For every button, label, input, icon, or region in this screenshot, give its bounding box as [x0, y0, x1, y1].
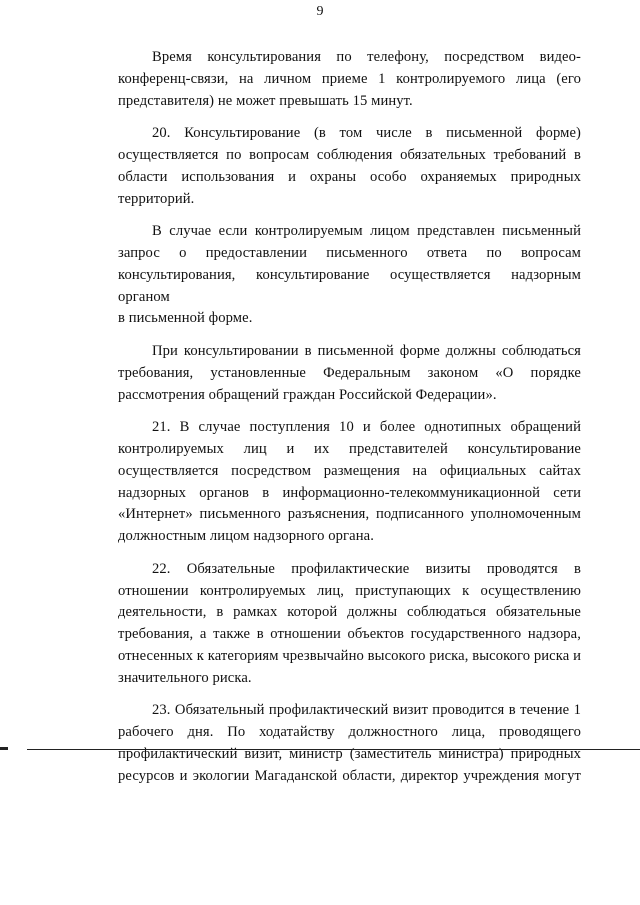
text-line: профилактический визит, министр (заместитель министра) природных	[118, 746, 581, 763]
text-line: требования, а также в отношении объектов государственного надзора,	[118, 626, 581, 643]
text-line: запрос о предоставлении письменного ответа по вопросам	[118, 244, 581, 261]
text-line: ресурсов и экологии Магаданской области, директор учреждения могут	[118, 767, 581, 784]
text-line: 21. В случае поступления 10 и более однотипных обращений	[152, 419, 581, 436]
paragraph-p1	[118, 47, 581, 113]
paragraph-p20c	[118, 341, 581, 407]
text-line: осуществляется по вопросам соблюдения обязательных требований в	[118, 146, 581, 163]
text-line: конференц-связи, на личном приеме 1 контролируемого лица (его	[118, 70, 581, 87]
text-line: «Интернет» письменного разъяснения, подписанного уполномоченным	[118, 506, 581, 523]
text-line: представителя) не может превышать 15 минут.	[118, 92, 413, 109]
bottom-rule	[27, 749, 640, 750]
text-line: значительного риска.	[118, 669, 252, 686]
text-line: надзорных органов в информационно-телекоммуникационной сети	[118, 484, 581, 501]
text-line: деятельности, в рамках которой должны соблюдаться обязательные	[118, 604, 581, 621]
paragraph-p20b	[118, 221, 581, 330]
text-line: территорий.	[118, 190, 195, 207]
text-line: Время консультирования по телефону, посредством видео-	[152, 49, 581, 65]
text-line: рассмотрения обращений граждан Российской Федерации».	[118, 386, 497, 403]
bottom-rule-mark	[0, 747, 8, 750]
document-body	[118, 47, 581, 788]
text-line: контролируемых лиц и их представителей консультирование	[118, 440, 581, 457]
text-line: 22. Обязательные профилактические визиты проводятся в	[152, 560, 581, 577]
text-line: области использования и охраны особо охраняемых природных	[118, 168, 581, 185]
page-number: 9	[316, 4, 324, 19]
text-line: При консультировании в письменной форме должны соблюдаться	[152, 342, 581, 359]
text-line: рабочего дня. По ходатайству должностного лица, проводящего	[118, 724, 581, 741]
paragraph-p22	[118, 559, 581, 690]
paragraph-p23	[118, 700, 581, 787]
paragraph-p20	[118, 123, 581, 210]
text-line: консультирования, консультирование осуществляется надзорным органом	[118, 266, 581, 305]
text-line: отнесенных к категориям чрезвычайно высокого риска, высокого риска и	[118, 648, 581, 665]
paragraph-p21	[118, 417, 581, 548]
text-line: осуществляется посредством размещения на официальных сайтах	[118, 462, 581, 479]
text-line: 20. Консультирование (в том числе в письменной форме)	[152, 125, 581, 142]
text-line: отношении контролируемых лиц, приступающих к осуществлению	[118, 582, 581, 599]
text-line: должностным лицом надзорного органа.	[118, 528, 374, 545]
text-line: 23. Обязательный профилактический визит проводится в течение 1	[152, 702, 581, 719]
text-line: требования, установленные Федеральным законом «О порядке	[118, 364, 581, 381]
text-line: В случае если контролируемым лицом представлен письменный	[152, 223, 581, 240]
text-line: в письменной форме.	[118, 310, 253, 327]
